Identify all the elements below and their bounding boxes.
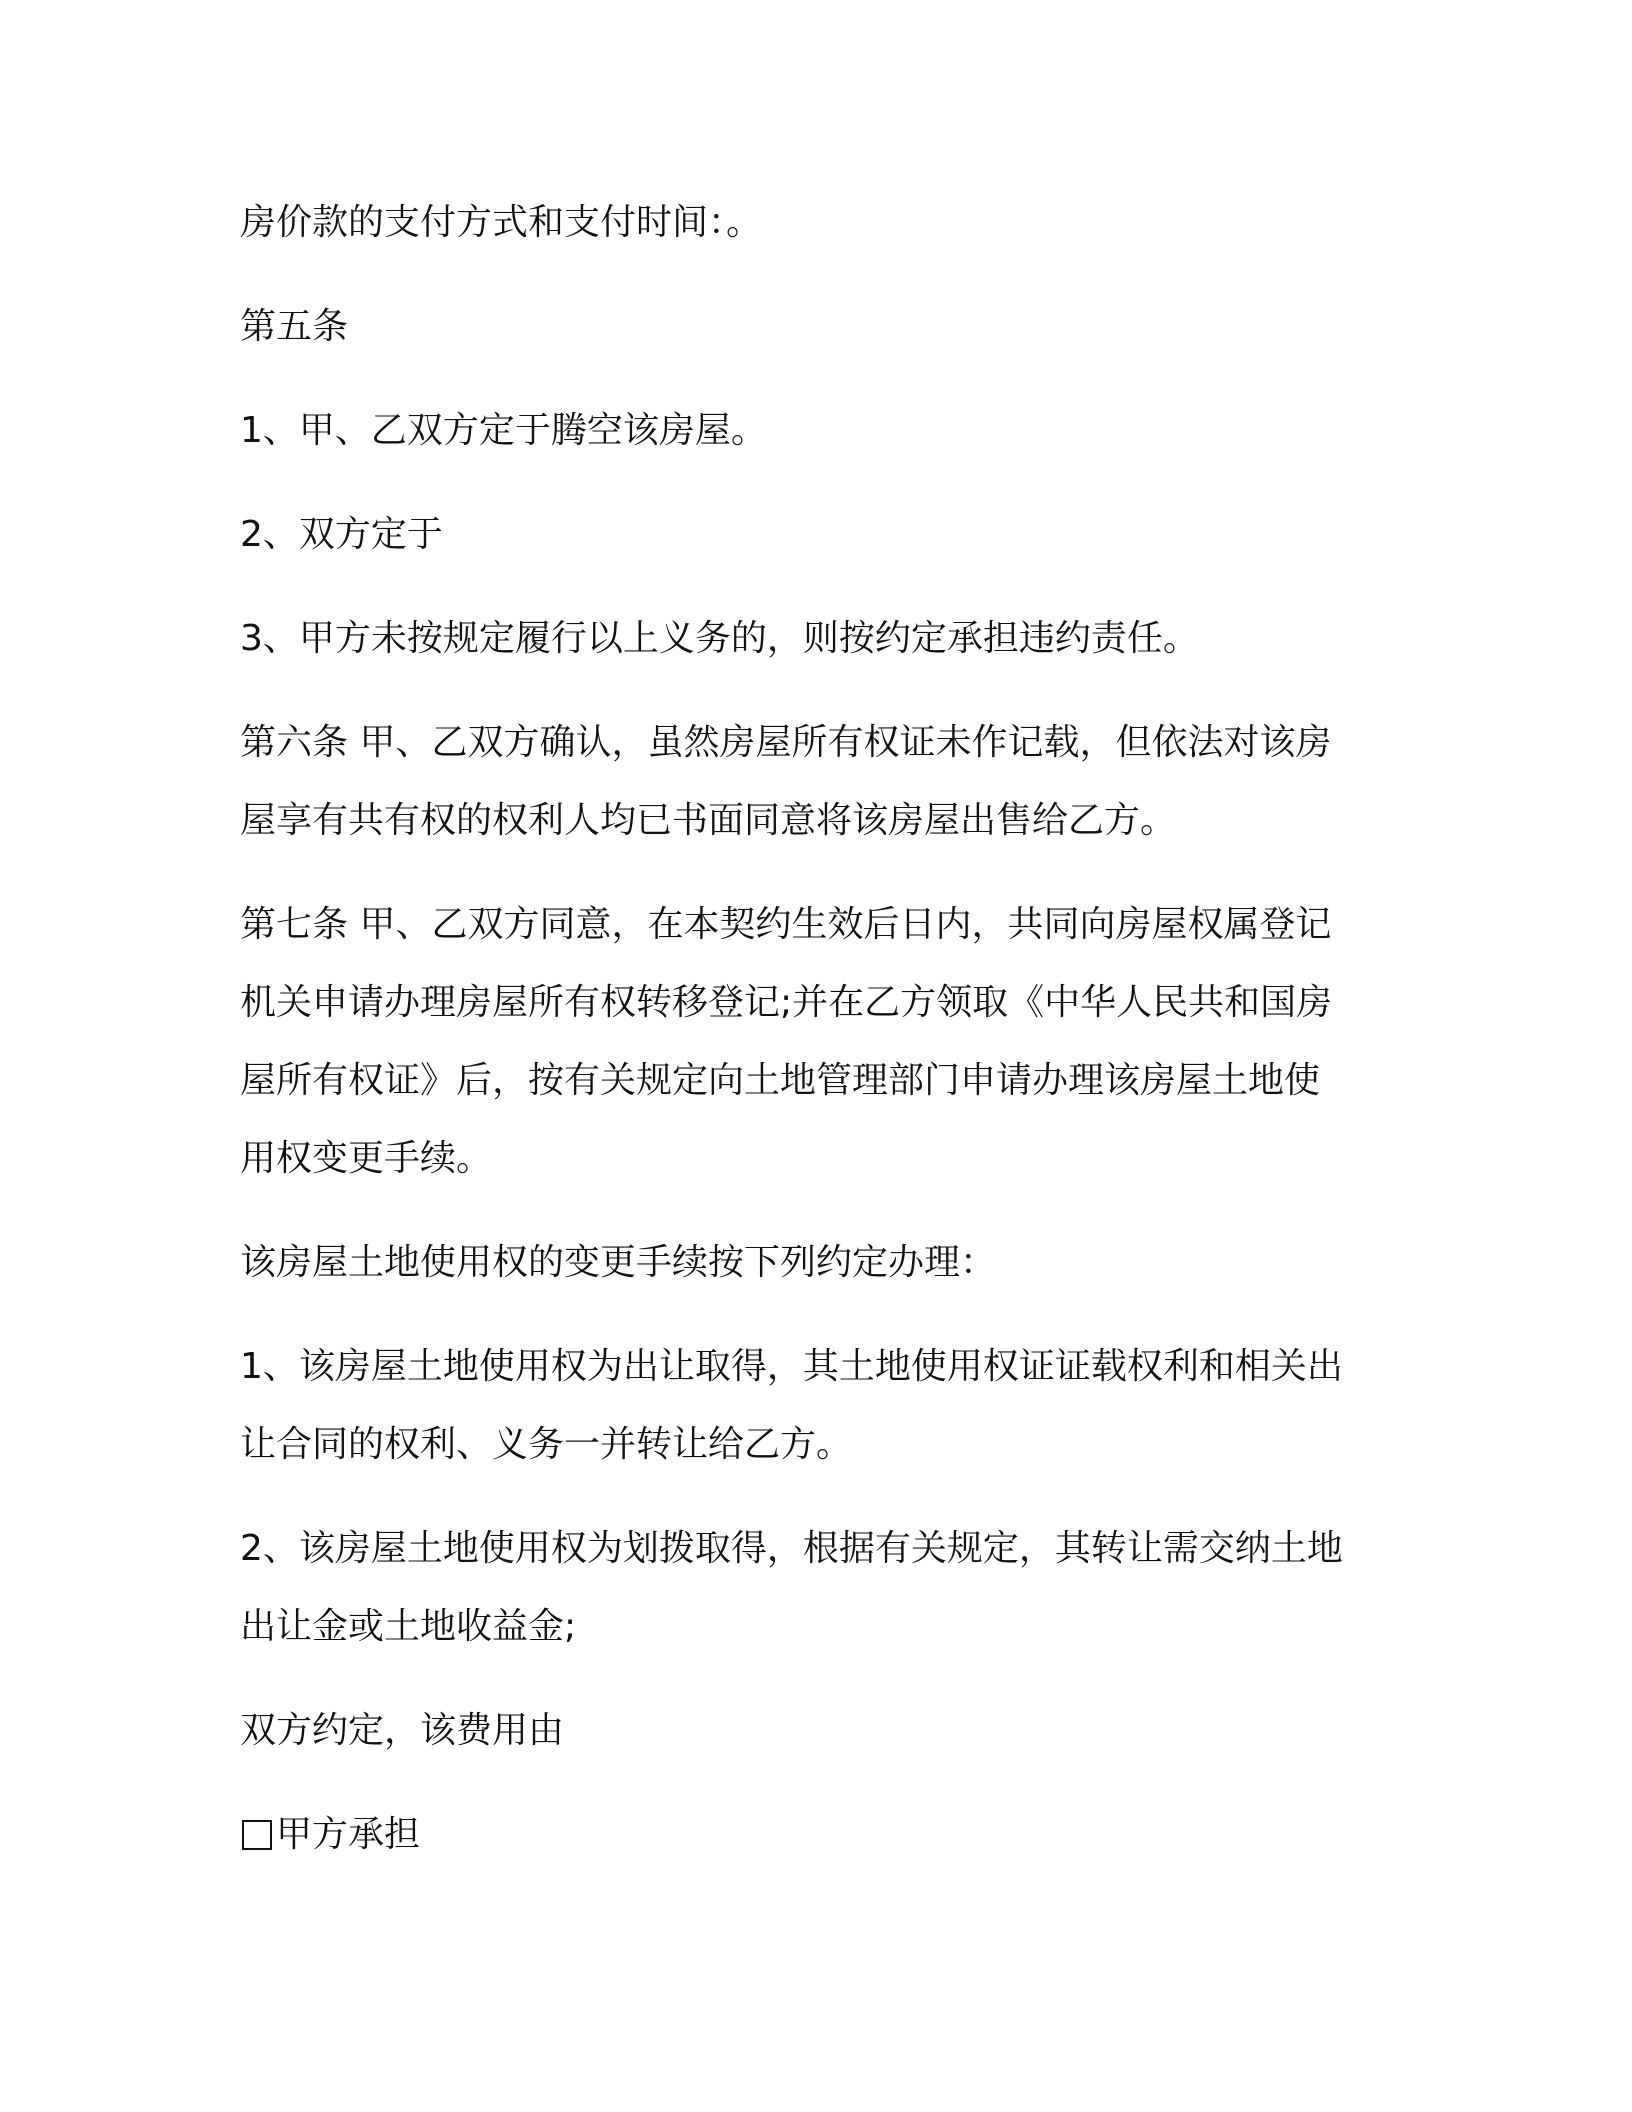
checkbox-icon[interactable] [242,1820,272,1850]
checkbox-label: 甲方承担 [276,1814,421,1855]
land-use-item-1 [240,1328,1400,1484]
paragraph-line: 机关申请办理房屋所有权转移登记;并在乙方领取《中华人民共和国房 [240,982,1333,1023]
paragraph-text: 3、甲方未按规定履行以上义务的，则按约定承担违约责任。 [240,618,1199,659]
paragraph-text: 第五条 [240,306,349,347]
paragraph-line: 出让金或土地收益金; [240,1606,577,1647]
paragraph-line: 2、该房屋土地使用权为划拨取得，根据有关规定，其转让需交纳土地 [240,1528,1343,1569]
article-five-item-2 [240,496,1400,574]
paragraph-line: 1、该房屋土地使用权为出让取得，其土地使用权证证载权利和相关出 [240,1346,1343,1387]
paragraph-text: 双方约定，该费用由 [240,1710,565,1751]
paragraph-line: 第七条 甲、乙双方同意，在本契约生效后日内，共同向房屋权属登记 [240,904,1332,945]
paragraph-line: 用权变更手续。 [240,1138,493,1179]
article-five-item-3 [240,600,1400,678]
paragraph-text: 该房屋土地使用权的变更手续按下列约定办理： [240,1242,997,1283]
paragraph-line: 第六条 甲、乙双方确认，虽然房屋所有权证未作记载，但依法对该房 [240,722,1332,763]
paragraph-text: 房价款的支付方式和支付时间：。 [240,202,763,243]
land-use-item-2 [240,1510,1400,1666]
land-use-procedure-intro [240,1224,1400,1302]
document-body [240,184,1400,1900]
paragraph-text: 2、双方定于 [240,514,443,555]
article-five-item-1 [240,392,1400,470]
article-five-heading [240,288,1400,366]
paragraph-text: 1、甲、乙双方定于腾空该房屋。 [240,410,767,451]
party-a-bears-option[interactable] [240,1796,1400,1874]
paragraph-line: 屋所有权证》后，按有关规定向土地管理部门申请办理该房屋土地使 [240,1060,1321,1101]
paragraph-line: 屋享有共有权的权利人均已书面同意将该房屋出售给乙方。 [240,800,1177,841]
fee-agreement-line [240,1692,1400,1770]
payment-method-line [240,184,1400,262]
article-six-paragraph [240,704,1400,860]
paragraph-line: 让合同的权利、义务一并转让给乙方。 [240,1424,853,1465]
article-seven-paragraph [240,886,1400,1198]
